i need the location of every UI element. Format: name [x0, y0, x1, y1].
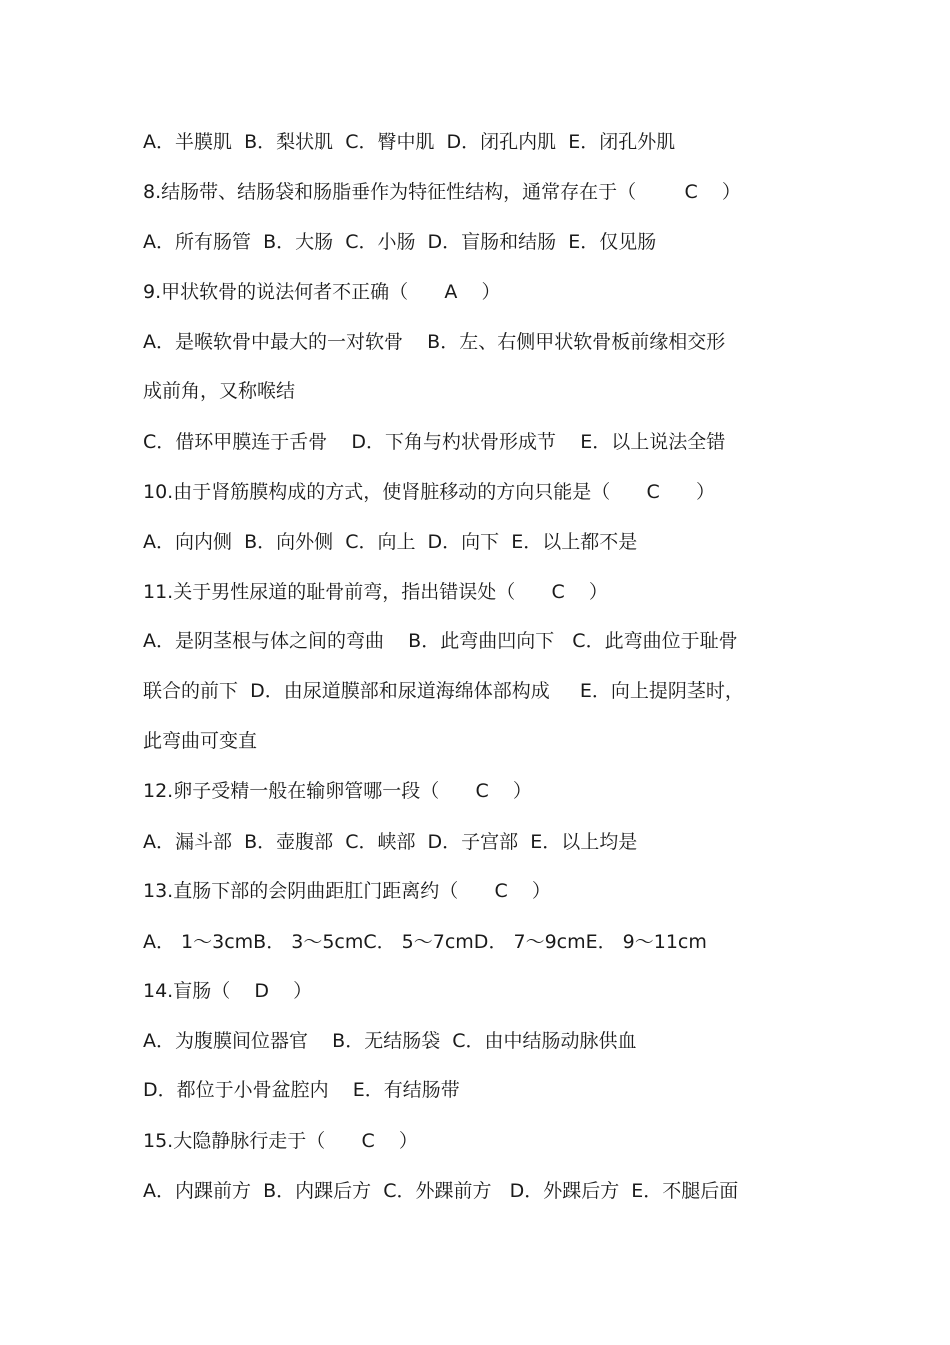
q11-question: 11.关于男性尿道的耻骨前弯，指出错误处（ C ） [143, 581, 608, 603]
q10-options: A．向内侧 B．向外侧 C．向上 D．向下 E．以上都不是 [143, 531, 638, 553]
q15-options: A．内踝前方 B．内踝后方 C．外踝前方 D．外踝后方 E．不腿后面 [143, 1180, 739, 1202]
q9-options-line-3: C．借环甲膜连于舌骨 D．下角与杓状骨形成节 E．以上说法全错 [143, 431, 726, 453]
q9-question: 9.甲状软骨的说法何者不正确（ A ） [143, 281, 501, 303]
q7-options: A．半膜肌 B．梨状肌 C．臀中肌 D．闭孔内肌 E．闭孔外肌 [143, 131, 676, 153]
q14-options-line-1: A．为腹膜间位器官 B．无结肠袋 C．由中结肠动脉供血 [143, 1030, 637, 1052]
q11-options-line-3: 此弯曲可变直 [143, 730, 258, 752]
q15-question: 15.大隐静脉行走于（ C ） [143, 1130, 418, 1152]
q14-options-line-2: D．都位于小骨盆腔内 E．有结肠带 [143, 1079, 460, 1101]
q8-options: A．所有肠管 B．大肠 C．小肠 D．盲肠和结肠 E．仅见肠 [143, 231, 657, 253]
q14-question: 14.盲肠（ D ） [143, 980, 313, 1002]
q9-options-line-1: A．是喉软骨中最大的一对软骨 B．左、右侧甲状软骨板前缘相交形 [143, 331, 726, 353]
q13-options: A． 1～3cmB． 3～5cmC． 5～7cmD． 7～9cmE． 9～11cm [143, 931, 707, 953]
q9-options-line-2: 成前角，又称喉结 [143, 380, 296, 402]
q11-options-line-2: 联合的前下 D．由尿道膜部和尿道海绵体部构成 E．向上提阴茎时， [143, 680, 744, 702]
q10-question: 10.由于肾筋膜构成的方式，使肾脏移动的方向只能是（ C ） [143, 481, 715, 503]
q12-options: A．漏斗部 B．壶腹部 C．峡部 D．子宫部 E．以上均是 [143, 831, 638, 853]
q11-options-line-1: A．是阴茎根与体之间的弯曲 B．此弯曲凹向下 C．此弯曲位于耻骨 [143, 630, 738, 652]
q8-question: 8.结肠带、结肠袋和肠脂垂作为特征性结构，通常存在于（ C ） [143, 181, 741, 203]
q13-question: 13.直肠下部的会阴曲距肛门距离约（ C ） [143, 880, 551, 902]
q12-question: 12.卵子受精一般在输卵管哪一段（ C ） [143, 780, 532, 802]
